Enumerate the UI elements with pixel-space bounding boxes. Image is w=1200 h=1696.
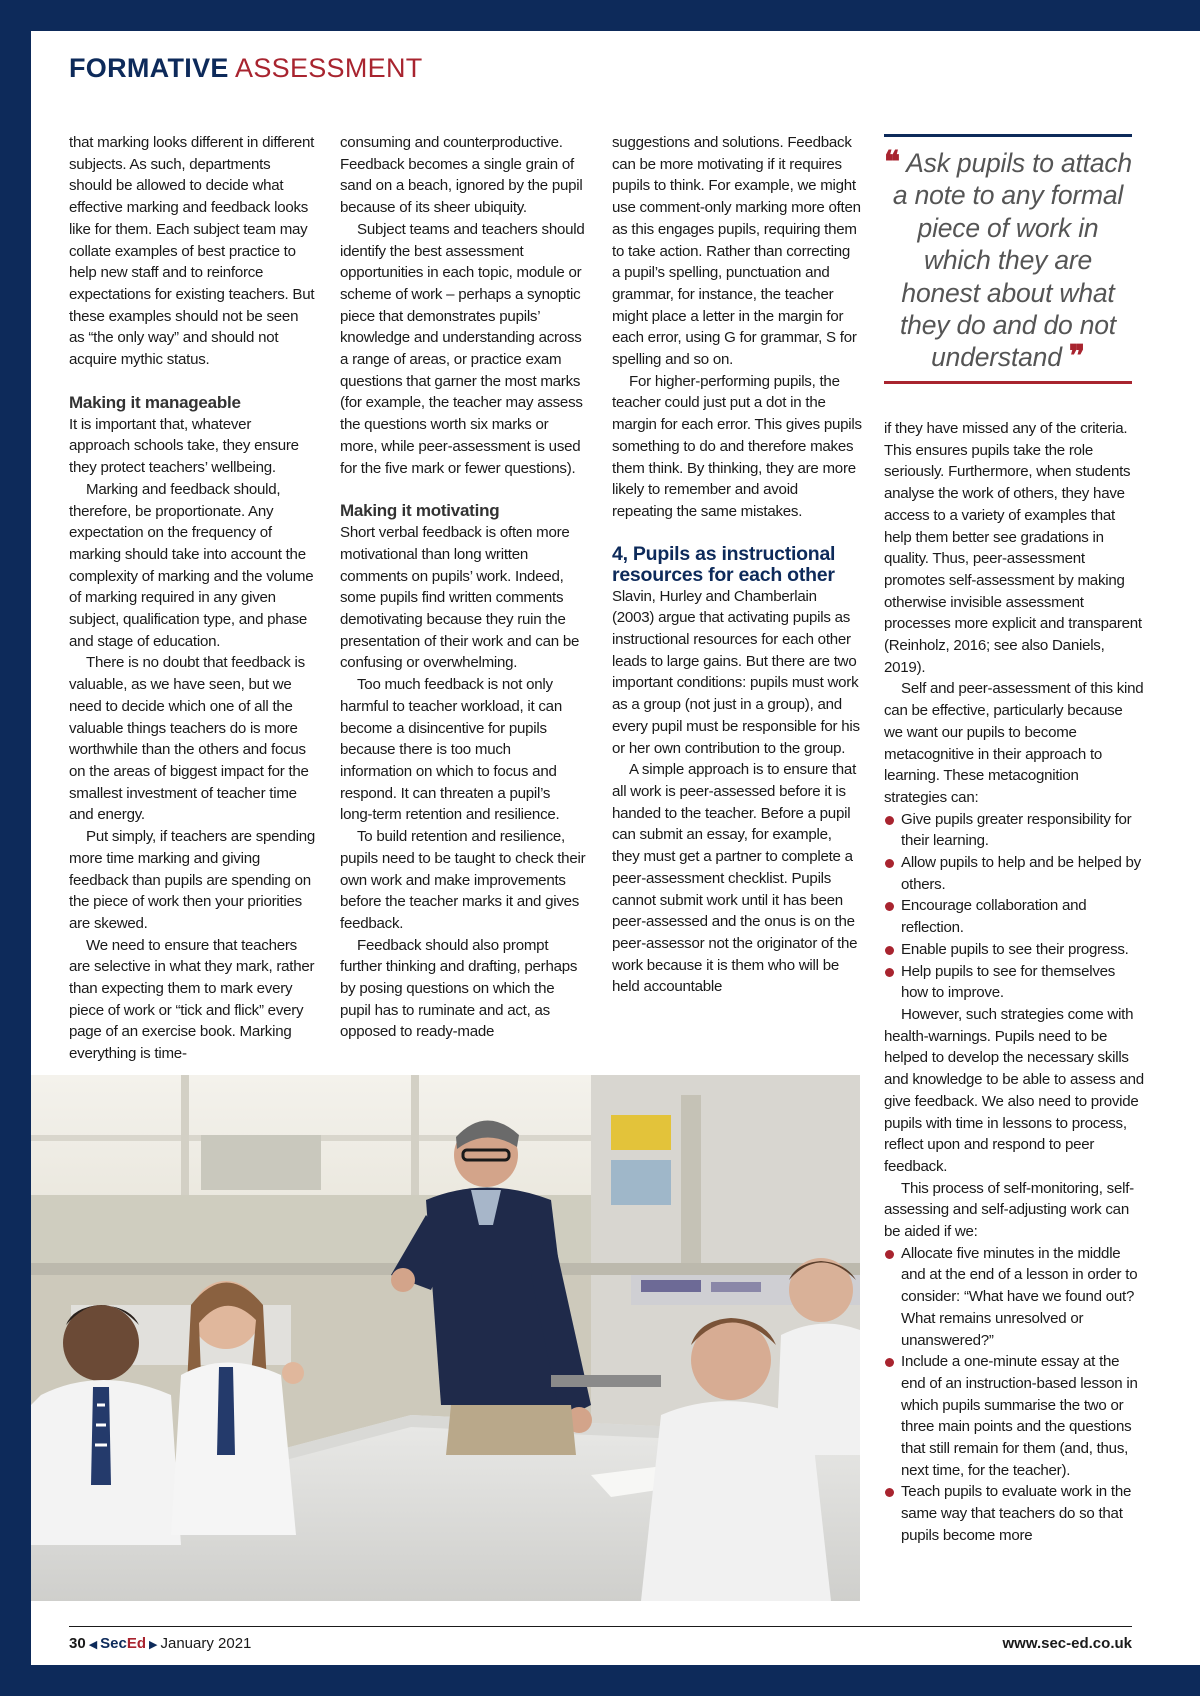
paragraph: This process of self-monitoring, self-assessing and self-adjusting work can be aided if we: (884, 1179, 1134, 1241)
paragraph: suggestions and solutions. Feedback can be more motivating if it requires pupils to think. For example, we might use comment-only marking more often as this engages pupils, requiring them to take action. Rather than correcting a pupil’s spelling, punctuation and grammar, for instance, the teacher might place a letter in the margin for each error, using G for grammar, S for spelling and so on. (612, 134, 861, 369)
bullet-list-actions (884, 1243, 1144, 1547)
issue-date: January 2021 (160, 1635, 252, 1652)
header-title-bold: FORMATIVE (69, 53, 229, 83)
pull-quote (884, 134, 1132, 384)
paragraph: Feedback should also prompt further thinking and drafting, perhaps by posing questions on which the pupil has to ruminate and act, as opposed to ready-made (340, 936, 578, 1041)
close-quote-icon: ❞ (1068, 339, 1085, 375)
list-item: Allow pupils to help and be helped by others. (884, 852, 1144, 895)
bullet-list-strategies (884, 809, 1144, 1004)
website-link[interactable]: www.sec-ed.co.uk (1002, 1635, 1132, 1652)
paragraph: that marking looks different in different subjects. As such, departments should be allowed to decide what effective marking and feedback looks like for them. Each subject team may collate examples of best practice to help new staff and to reinforce expectations for existing teachers. But these examples should not be seen as “the only way” and should not acquire mythic status. (69, 134, 315, 369)
paragraph: Self and peer-assessment of this kind can be effective, particularly because we want our pupils to become metacognitive in their approach to learning. These metacognition strategies can: (884, 680, 1144, 806)
paragraph: A simple approach is to ensure that all work is peer-assessed before it is handed to the teacher. Before a pupil can submit an essay, for example, they must get a partner to complete a peer-assessment checklist. Pupils cannot submit work until it has been peer-assessed and the onus is on the peer-assessor not the originator of the work because it is them who will be held accountable (612, 761, 858, 996)
footer-left (69, 1635, 251, 1652)
page-number: 30 (69, 1635, 86, 1652)
subheading-making-it-motivating: Making it motivating (340, 501, 500, 521)
open-quote-icon: ❝ (884, 145, 900, 180)
paragraph: Too much feedback is not only harmful to teacher workload, it can become a disincentive for pupils because there is too much information on which to focus and respond. It can threaten a pupil’s long-term retention and resilience. (340, 676, 562, 824)
paragraph: It is important that, whatever approach schools take, they ensure they protect teachers’ wellbeing. (69, 415, 299, 477)
article-column-1 (69, 132, 315, 1065)
header-title-light: ASSESSMENT (235, 53, 423, 83)
triangle-right-icon: ▶ (149, 1639, 158, 1651)
article-column-4 (884, 418, 1144, 1547)
paragraph: To build retention and resilience, pupils need to be taught to check their own work and make improvements before the teacher marks it and gives feedback. (340, 828, 586, 932)
subheading-pupils-as-resources: 4, Pupils as instructional resources for each other (612, 542, 836, 586)
paragraph: Slavin, Hurley and Chamberlain (2003) argue that activating pupils as instructional resources for each other leads to large gains. But there are two important conditions: pupils must work as a group (not just in a group), and every pupil must be responsible for his or her own contribution to the group. (612, 587, 860, 757)
paragraph: We need to ensure that teachers are selective in what they mark, rather than expecting them to mark every piece of work or “tick and flick” every page of an exercise book. Marking everything is time- (69, 936, 315, 1063)
paragraph: Put simply, if teachers are spending more time marking and giving feedback than pupils are spending on the piece of work then your priorities are skewed. (69, 828, 315, 932)
paragraph: For higher-performing pupils, the teacher could just put a dot in the margin for each error. This gives pupils something to do and therefore makes them think. By thinking, they are more likely to remember and avoid repeating the same mistakes. (612, 372, 862, 520)
paragraph: if they have missed any of the criteria. This ensures pupils take the role seriously. Furthermore, when students analyse the work of others, they have access to a variety of examples that help them better see gradations in quality. Thus, peer-assessment promotes self-assessment by making otherwise invisible assessment processes more explicit and transparent (Reinholz, 2016; see also Daniels, 2019). (884, 420, 1142, 676)
list-item: Include a one-minute essay at the end of an instruction-based lesson in which pupils summarise the two or three main points and the questions that still remain for them (and, thus, next time, for the teacher). (884, 1351, 1144, 1481)
list-item: Allocate five minutes in the middle and at the end of a lesson in order to consider: “What have we found out? What remains unresolved or unanswered?” (884, 1243, 1144, 1352)
brand-sec: Sec (100, 1635, 127, 1652)
pull-quote-text: Ask pupils to attach a note to any formal piece of work in which they are honest about what they do and do not understand (892, 148, 1132, 373)
paragraph: There is no doubt that feedback is valuable, as we have seen, but we need to decide which one of all the valuable things teachers do is more worthwhile than the others and focus on the areas of biggest impact for the smallest investment of teacher time and energy. (69, 654, 309, 824)
article-column-3 (612, 132, 862, 998)
paragraph: consuming and counterproductive. Feedback becomes a single grain of sand on a beach, ignored by the pupil because of its sheer ubiquity. (340, 134, 583, 217)
paragraph: Marking and feedback should, therefore, be proportionate. Any expectation on the frequency of marking should take into account the complexity of marking and the volume of marking required in any given subject, qualification type, and phase and stage of education. (69, 480, 314, 650)
triangle-left-icon: ◀ (88, 1639, 98, 1651)
classroom-photo (31, 1075, 860, 1601)
magazine-page (31, 31, 1200, 1665)
list-item: Enable pupils to see their progress. (884, 939, 1144, 961)
list-item: Encourage collaboration and reflection. (884, 895, 1144, 938)
article-column-2 (340, 132, 586, 1043)
brand-ed: Ed (126, 1635, 147, 1652)
list-item: Help pupils to see for themselves how to improve. (884, 961, 1144, 1004)
list-item: Give pupils greater responsibility for their learning. (884, 809, 1144, 852)
footer-divider (69, 1626, 1132, 1627)
classroom-photo-illustration (31, 1075, 860, 1601)
section-header (69, 53, 423, 84)
paragraph: However, such strategies come with health-warnings. Pupils need to be helped to develop the necessary skills and knowledge to be able to assess and give feedback. We also need to provide pupils with time in lessons to process, reflect upon and respond to peer feedback. (884, 1005, 1144, 1175)
paragraph: Subject teams and teachers should identify the best assessment opportunities in each topic, module or scheme of work – perhaps a synoptic piece that demonstrates pupils’ knowledge and understanding across a range of areas, or practice exam questions that garner the most marks (for example, the teacher may assess the questions worth six marks or more, while peer-assessment is used for the five mark or fewer questions). (340, 220, 585, 477)
list-item: Teach pupils to evaluate work in the same way that teachers do so that pupils become more (884, 1481, 1144, 1546)
subheading-making-it-manageable: Making it manageable (69, 392, 241, 412)
paragraph: Short verbal feedback is often more motivational than long written comments on pupils’ work. Indeed, some pupils find written comments demotivating because they ruin the presentation of their work and can be confusing or overwhelming. (340, 524, 580, 672)
